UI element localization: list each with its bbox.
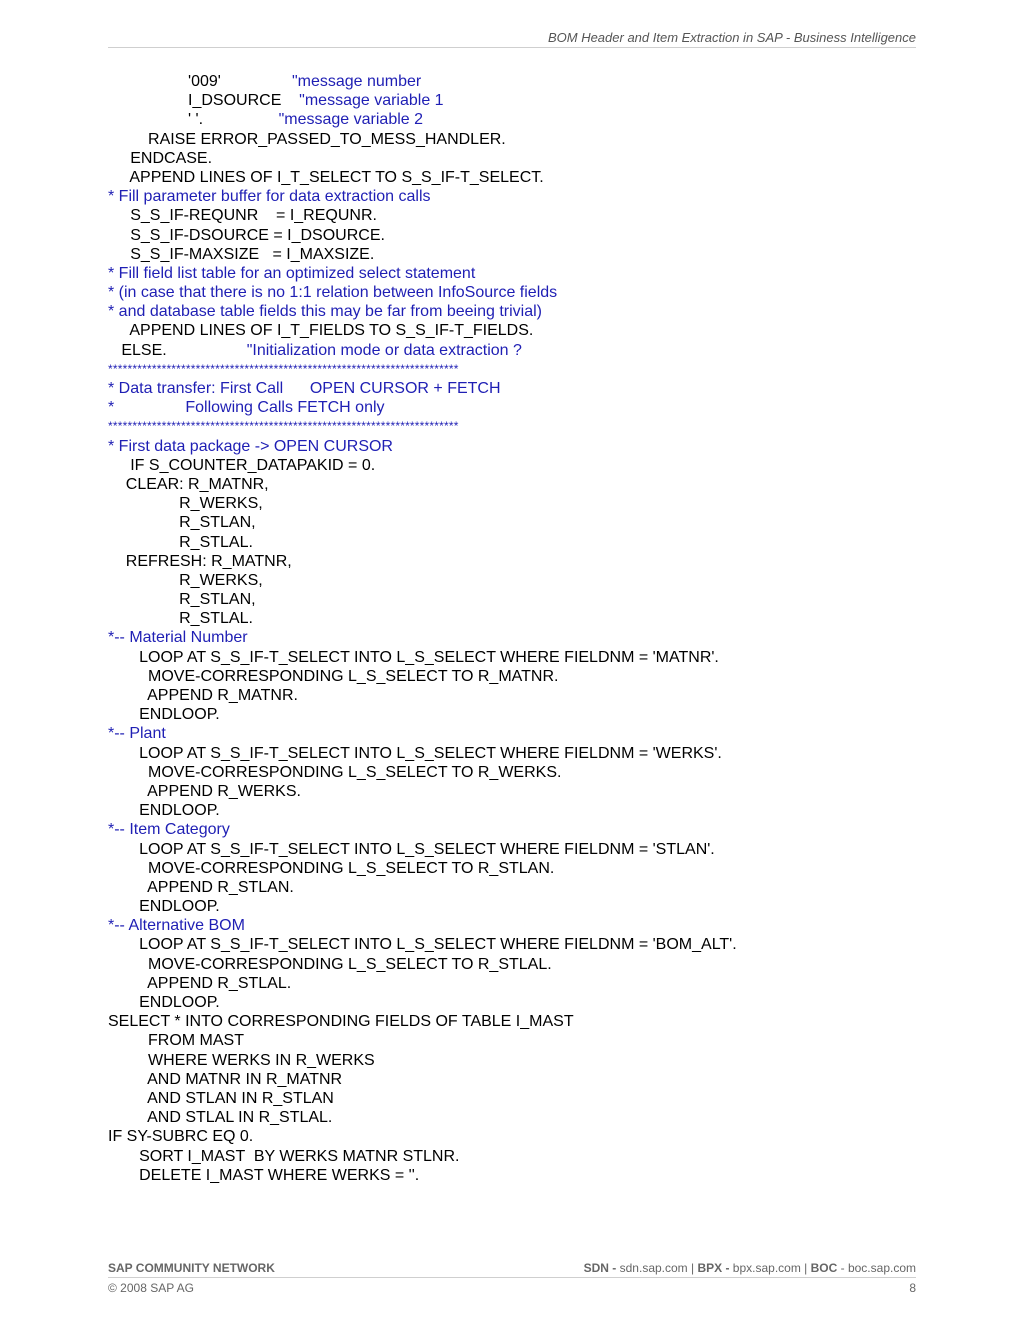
code-line: MOVE-CORRESPONDING L_S_SELECT TO R_STLAL. <box>108 955 552 973</box>
code-line: FROM MAST <box>108 1032 244 1050</box>
code-line: S_S_IF-MAXSIZE = I_MAXSIZE. <box>108 245 375 263</box>
code-comment: "message variable 1 <box>299 92 444 110</box>
code-line: MOVE-CORRESPONDING L_S_SELECT TO R_WERKS. <box>108 763 562 781</box>
code-line: * Following Calls FETCH only <box>108 399 385 417</box>
bpx-label: BPX - <box>697 1261 730 1275</box>
sdn-label: SDN - <box>583 1261 617 1275</box>
code-text: '009' <box>108 73 292 90</box>
code-line: *-- Item Category <box>108 821 230 839</box>
code-line: *-- Plant <box>108 725 166 743</box>
code-line: MOVE-CORRESPONDING L_S_SELECT TO R_MATNR. <box>108 667 559 685</box>
boc-label: BOC <box>810 1261 838 1275</box>
code-line: APPEND R_STLAL. <box>108 974 292 992</box>
code-line: * Fill field list table for an optimized select statement <box>108 264 476 282</box>
bpx-link[interactable]: bpx.sap.com | <box>729 1261 811 1275</box>
code-text: ELSE. <box>108 341 247 359</box>
sdn-link[interactable]: sdn.sap.com | <box>616 1261 698 1275</box>
copyright: © 2008 SAP AG <box>108 1281 195 1295</box>
code-line: WHERE WERKS IN R_WERKS <box>108 1051 375 1069</box>
code-line: * and database table fields this may be far from beeing trivial) <box>108 303 543 321</box>
code-line: LOOP AT S_S_IF-T_SELECT INTO L_S_SELECT WHERE FIELDNM = 'MATNR'. <box>108 648 719 666</box>
code-line: *-- Material Number <box>108 629 248 647</box>
code-line: ************************************************************************ <box>108 361 459 376</box>
code-line: ENDCASE. <box>108 149 213 167</box>
code-line: CLEAR: R_MATNR, <box>108 475 269 493</box>
code-line: APPEND R_MATNR. <box>108 687 298 704</box>
code-line <box>108 110 918 129</box>
code-line: ENDLOOP. <box>108 706 220 724</box>
code-line: APPEND LINES OF I_T_SELECT TO S_S_IF-T_SELECT. <box>108 168 544 186</box>
code-comment: "Initialization mode or data extraction ? <box>246 341 522 359</box>
code-line: APPEND LINES OF I_T_FIELDS TO S_S_IF-T_FIELDS. <box>108 322 534 340</box>
code-line: * Fill parameter buffer for data extraction calls <box>108 188 431 206</box>
code-line: S_S_IF-REQUNR = I_REQUNR. <box>108 207 377 225</box>
code-line: REFRESH: R_MATNR, <box>108 552 292 570</box>
code-line: MOVE-CORRESPONDING L_S_SELECT TO R_STLAN. <box>108 859 555 877</box>
code-line: ENDLOOP. <box>108 898 220 916</box>
document-title: BOM Header and Item Extraction in SAP - Business Intelligence <box>547 30 916 45</box>
code-line: IF SY-SUBRC EQ 0. <box>108 1128 254 1146</box>
code-line: R_STLAN, <box>108 591 256 609</box>
code-line: APPEND R_WERKS. <box>108 782 301 800</box>
footer-divider <box>108 1277 916 1278</box>
code-line: AND STLAL IN R_STLAL. <box>108 1109 333 1127</box>
code-line: AND MATNR IN R_MATNR <box>108 1070 343 1088</box>
code-line: R_WERKS, <box>108 495 263 513</box>
code-line: R_WERKS, <box>108 571 263 589</box>
code-line: DELETE I_MAST WHERE WERKS = ''. <box>108 1166 420 1184</box>
code-line: IF S_COUNTER_DATAPAKID = 0. <box>108 456 376 474</box>
code-line: ENDLOOP. <box>108 802 220 820</box>
footer-links <box>584 1261 916 1275</box>
code-line <box>108 91 918 110</box>
code-line: SORT I_MAST BY WERKS MATNR STLNR. <box>108 1147 460 1165</box>
code-line: LOOP AT S_S_IF-T_SELECT INTO L_S_SELECT WHERE FIELDNM = 'STLAN'. <box>108 840 715 858</box>
code-line: * (in case that there is no 1:1 relation between InfoSource fields <box>108 284 558 302</box>
code-line: ************************************************************************ <box>108 419 459 434</box>
code-line: * First data package -> OPEN CURSOR <box>108 437 393 455</box>
code-text: I_DSOURCE <box>108 92 300 110</box>
code-line: RAISE ERROR_PASSED_TO_MESS_HANDLER. <box>108 130 506 148</box>
code-line: ENDLOOP. <box>108 994 220 1011</box>
code-line: * Data transfer: First Call OPEN CURSOR + FETCH <box>108 380 501 397</box>
code-line: LOOP AT S_S_IF-T_SELECT INTO L_S_SELECT WHERE FIELDNM = 'BOM_ALT'. <box>108 936 737 954</box>
boc-link[interactable]: - boc.sap.com <box>837 1261 916 1275</box>
code-line: LOOP AT S_S_IF-T_SELECT INTO L_S_SELECT WHERE FIELDNM = 'WERKS'. <box>108 744 722 762</box>
footer-network: SAP COMMUNITY NETWORK <box>108 1261 275 1275</box>
header-divider <box>108 47 916 48</box>
code-text: ' '. <box>108 111 279 129</box>
code-line <box>108 72 918 91</box>
code-line: AND STLAN IN R_STLAN <box>108 1089 334 1107</box>
code-line: R_STLAN, <box>108 514 256 532</box>
code-comment: "message variable 2 <box>278 111 424 129</box>
code-line: APPEND R_STLAN. <box>108 878 294 896</box>
code-listing <box>108 72 918 1185</box>
code-line: *-- Alternative BOM <box>108 917 245 935</box>
code-comment: "message number <box>291 73 422 90</box>
code-line <box>108 341 918 360</box>
page-number: 8 <box>909 1281 916 1295</box>
code-line: R_STLAL. <box>108 533 253 551</box>
code-line: R_STLAL. <box>108 610 253 628</box>
code-line: S_S_IF-DSOURCE = I_DSOURCE. <box>108 226 385 244</box>
code-line: SELECT * INTO CORRESPONDING FIELDS OF TABLE I_MAST <box>108 1013 574 1031</box>
